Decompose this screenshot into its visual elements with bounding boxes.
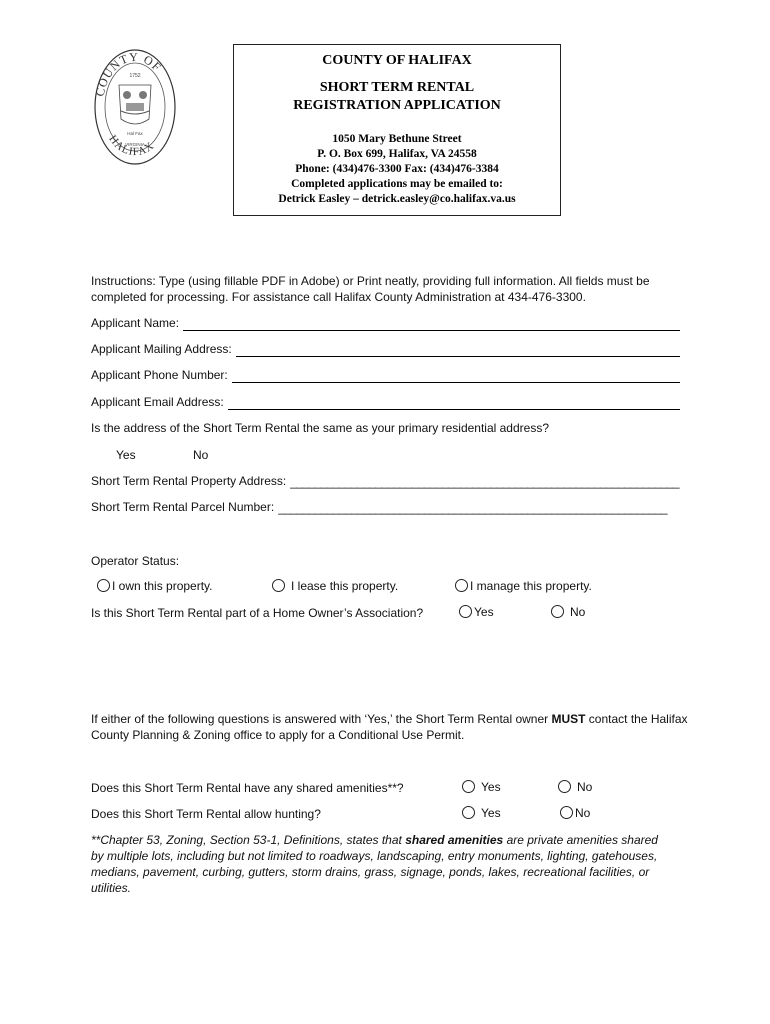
manage-property-label: I manage this property.: [470, 579, 592, 593]
phone-fax: Phone: (434)476-3300 Fax: (434)476-3384: [295, 163, 499, 175]
hunting-no-radio[interactable]: [560, 806, 573, 819]
shared-amenities-footnote: **Chapter 53, Zoning, Section 53-1, Definitions, states that shared amenities are private amenities shared by multiple lots, including but not limited to roadways, landscaping, entry monuments, lighting, gatehouses, medians, pavement, curbing, gutters, storm drains, grass, signage, ponds, lakes, recreational facilities, or utilities.: [91, 833, 658, 895]
seal-top-text: COUNTY OF: [93, 49, 165, 98]
own-property-label: I own this property.: [112, 579, 213, 593]
operator-status-label: Operator Status:: [91, 554, 180, 568]
lease-property-option[interactable]: [272, 579, 398, 593]
hoa-yes-option[interactable]: [459, 605, 494, 619]
hunting-no-option[interactable]: [560, 806, 590, 820]
seal-motto: Hal Fax: [127, 131, 143, 136]
parcel-number-label: Short Term Rental Parcel Number:: [91, 500, 275, 514]
hoa-no-radio[interactable]: [551, 605, 564, 618]
hoa-yes-label: Yes: [474, 605, 494, 619]
hoa-yes-radio[interactable]: [459, 605, 472, 618]
phone-number-row: [91, 367, 680, 383]
form-title: SHORT TERM RENTAL REGISTRATION APPLICATION: [293, 80, 501, 113]
amenities-yes-option[interactable]: [462, 780, 501, 794]
hoa-no-label: No: [570, 605, 586, 619]
hunting-yes-label: Yes: [481, 806, 501, 820]
county-seal: [93, 45, 177, 170]
same-address-question: Is the address of the Short Term Rental the same as your primary residential address?: [91, 421, 549, 435]
street-address: 1050 Mary Bethune Street: [332, 133, 462, 145]
applicant-name-row: [91, 315, 680, 331]
mailing-address-row: [91, 341, 680, 357]
amenities-no-label: No: [577, 780, 593, 794]
lease-property-label: I lease this property.: [291, 579, 399, 593]
seal-state: VIRGINIA: [125, 142, 145, 147]
mailing-address-field[interactable]: [236, 344, 680, 357]
email-address-label: Applicant Email Address:: [91, 395, 224, 409]
applicant-name-field[interactable]: [183, 318, 680, 331]
amenities-question: Does this Short Term Rental have any shared amenities**?: [91, 781, 404, 795]
hoa-no-option[interactable]: [551, 605, 585, 619]
hoa-question: Is this Short Term Rental part of a Home Owner’s Association?: [91, 606, 424, 620]
same-address-no-option[interactable]: No: [193, 448, 209, 462]
seal-bottom-text: HALIFAX: [106, 133, 157, 159]
hunting-question: Does this Short Term Rental allow hunting?: [91, 807, 321, 821]
applicant-name-label: Applicant Name:: [91, 316, 180, 330]
manage-property-option[interactable]: [455, 579, 592, 593]
email-address-row: [91, 394, 680, 410]
hunting-yes-radio[interactable]: [462, 806, 475, 819]
phone-number-label: Applicant Phone Number:: [91, 368, 228, 382]
property-address-row: [91, 473, 680, 489]
po-box: P. O. Box 699, Halifax, VA 24558: [317, 148, 477, 160]
email-note: Completed applications may be emailed to:: [291, 178, 503, 190]
cup-intro: If either of the following questions is answered with ‘Yes,’ the Short Term Rental owner MUST contact the Halifax County Planning & Zoning office to apply for a Conditional Use Permit.: [91, 712, 688, 742]
hunting-no-label: No: [575, 806, 591, 820]
mailing-address-label: Applicant Mailing Address:: [91, 342, 232, 356]
own-property-option[interactable]: [97, 579, 213, 593]
parcel-number-field[interactable]: ________________________________________________________________: [278, 501, 667, 515]
amenities-no-radio[interactable]: [558, 780, 571, 793]
instructions: Instructions: Type (using fillable PDF in Adobe) or Print neatly, providing full information. All fields must be completed for processing. For assistance call Halifax County Administration at 434-476-3300.: [91, 274, 650, 304]
email-address-field[interactable]: [228, 397, 680, 410]
parcel-number-row: [91, 499, 674, 515]
contact-person: Detrick Easley – detrick.easley@co.halifax.va.us: [278, 193, 516, 205]
amenities-no-option[interactable]: [558, 780, 592, 794]
seal-year: 1752: [129, 73, 141, 79]
property-address-field[interactable]: ________________________________________________________________: [290, 475, 679, 489]
manage-property-radio[interactable]: [455, 579, 468, 592]
amenities-yes-radio[interactable]: [462, 780, 475, 793]
amenities-yes-label: Yes: [481, 780, 501, 794]
phone-number-field[interactable]: [232, 370, 680, 383]
property-address-label: Short Term Rental Property Address:: [91, 474, 287, 488]
contact-block: [234, 132, 560, 207]
same-address-yes-option[interactable]: Yes: [116, 448, 136, 462]
header-box: [233, 44, 561, 216]
county-name: COUNTY OF HALIFAX: [322, 53, 472, 68]
lease-property-radio[interactable]: [272, 579, 285, 592]
hunting-yes-option[interactable]: [462, 806, 501, 820]
own-property-radio[interactable]: [97, 579, 110, 592]
